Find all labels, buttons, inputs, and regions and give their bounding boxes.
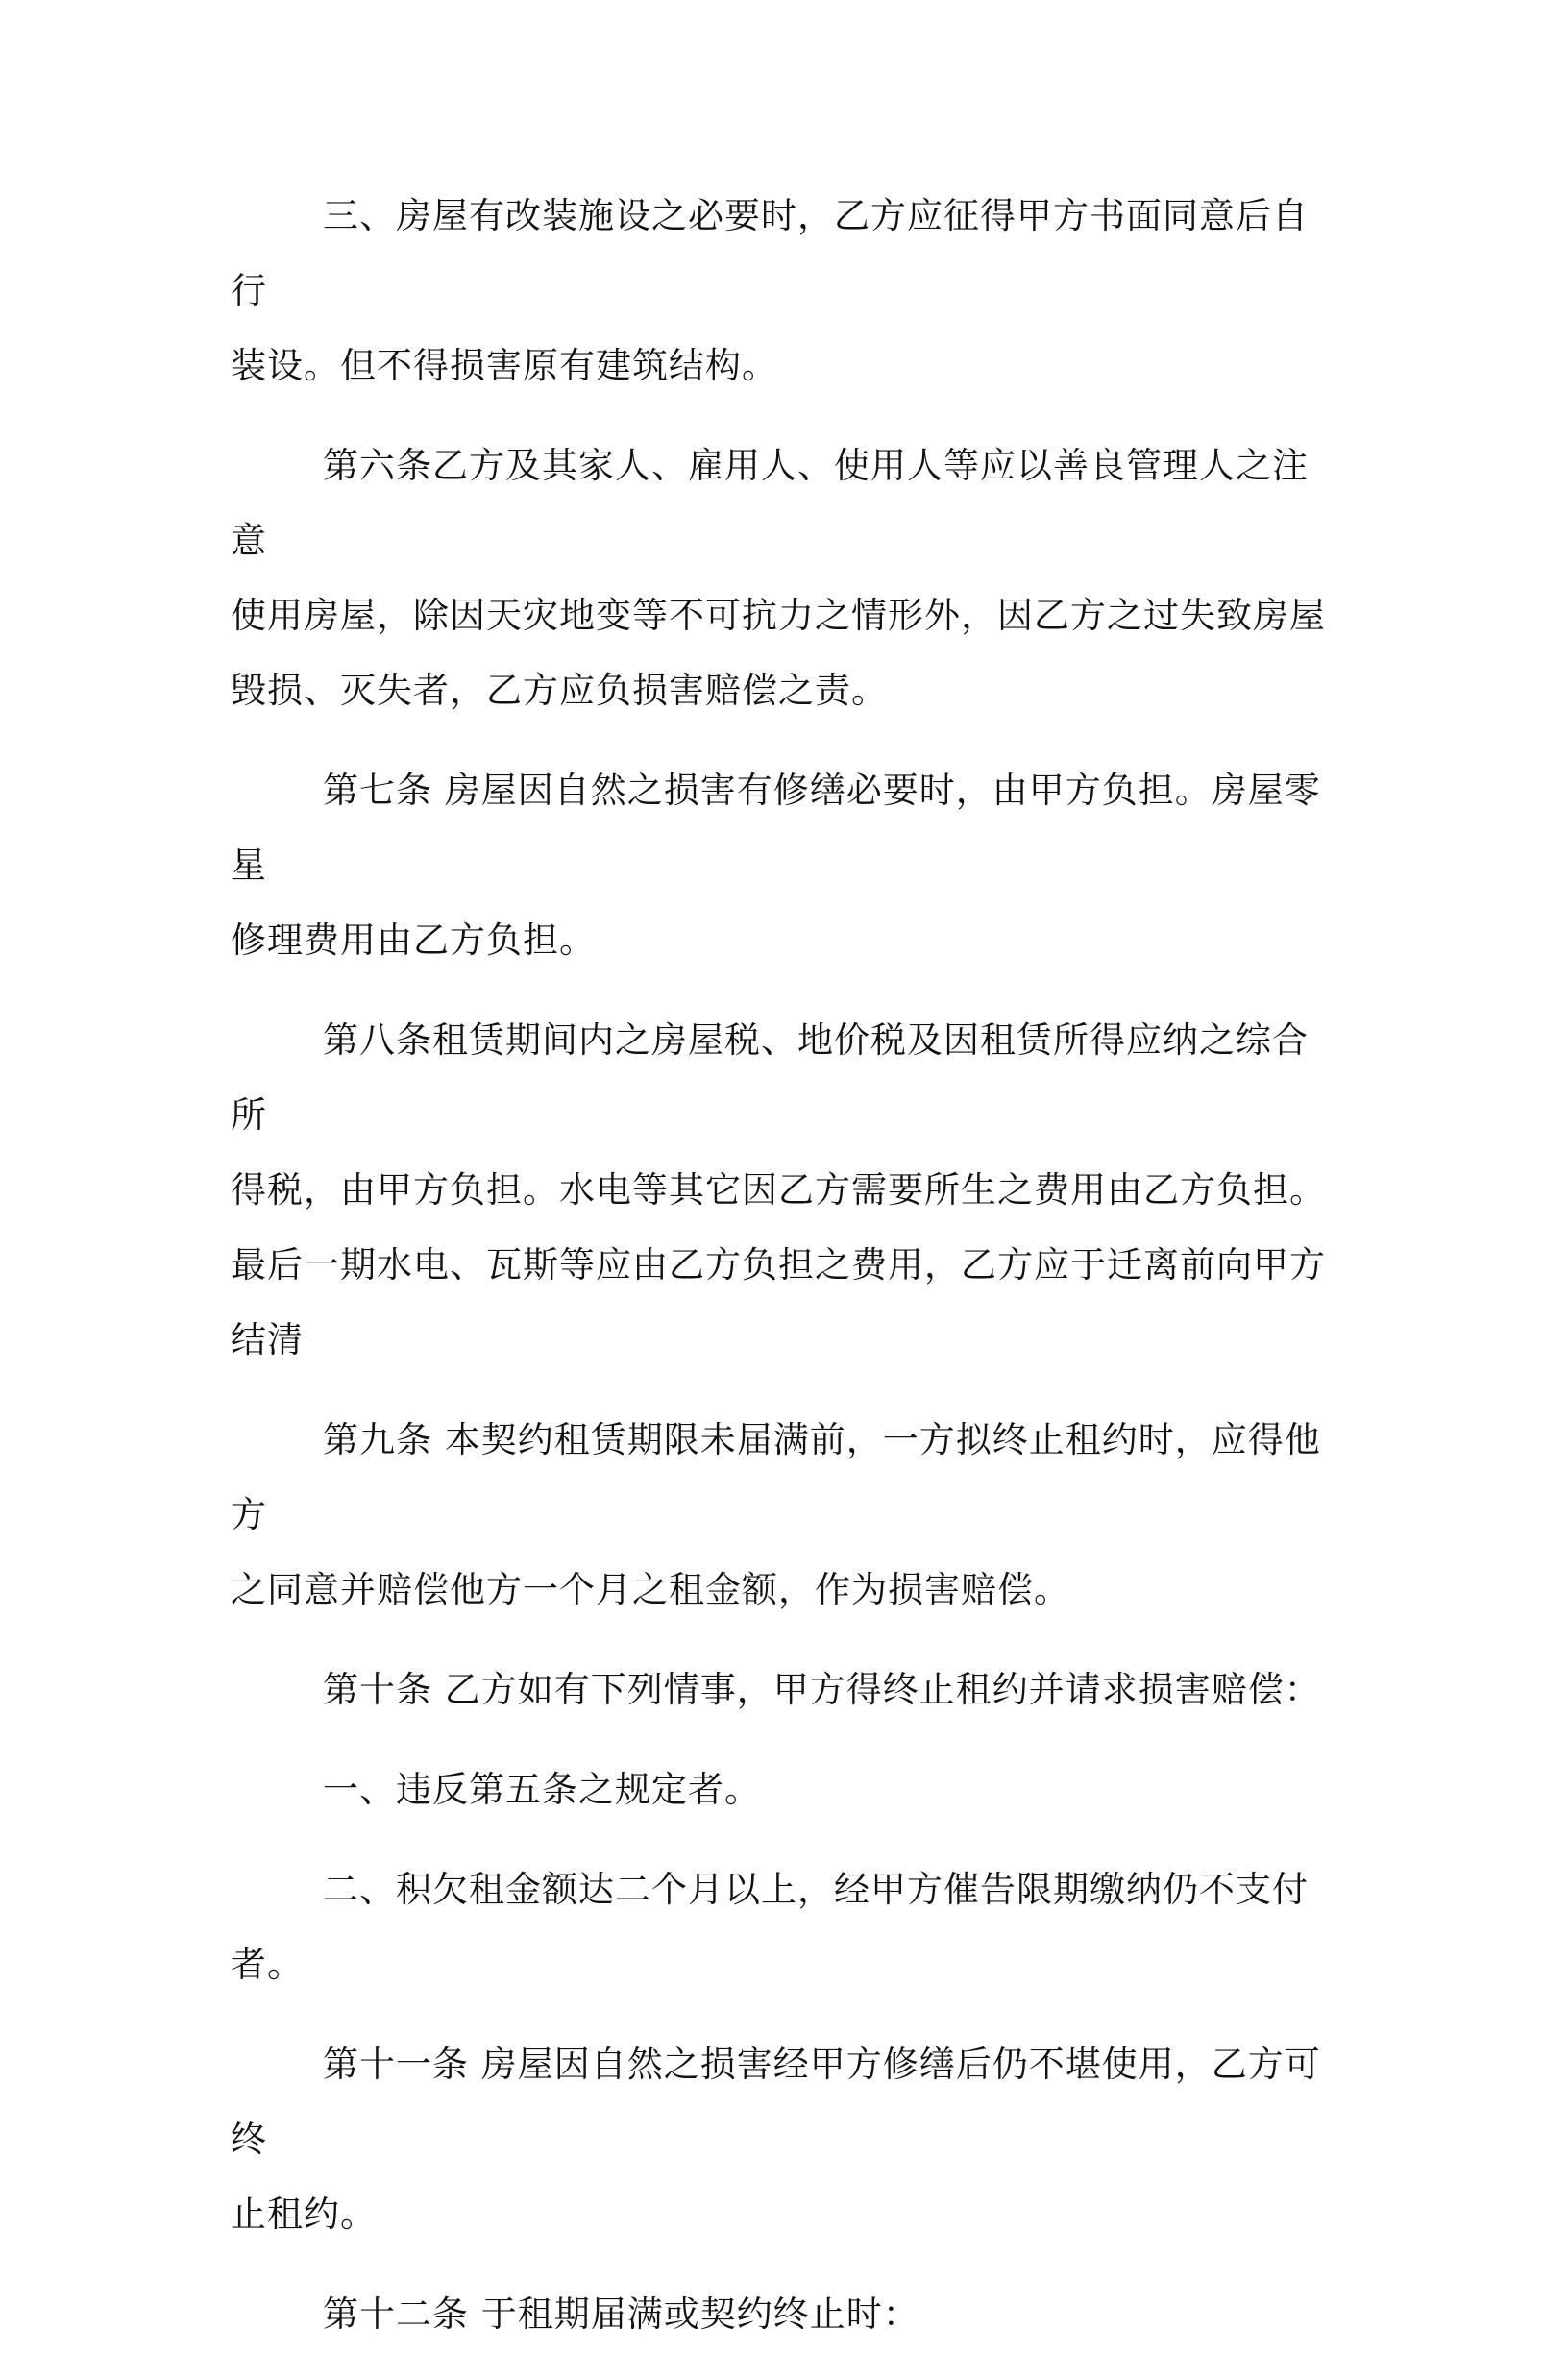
paragraph-article-10 <box>231 1653 1335 1728</box>
paragraph-article-11 <box>231 2027 1335 2252</box>
paragraph-clause-3 <box>231 179 1335 404</box>
text-line: 一、违反第五条之规定者。 <box>323 1769 761 1810</box>
text-line: 之同意并赔偿他方一个月之租金额，作为损害赔偿。 <box>231 1569 1070 1610</box>
text-line: 得税，由甲方负担。水电等其它因乙方需要所生之费用由乙方负担。 <box>231 1169 1326 1211</box>
paragraph-article-10-item-1 <box>231 1752 1335 1827</box>
text-line: 第七条 房屋因自然之损害有修缮必要时，由甲方负担。房屋零星 <box>231 770 1321 886</box>
paragraph-article-7 <box>231 753 1335 978</box>
text-line: 第八条租赁期间内之房屋税、地价税及因租赁所得应纳之综合所 <box>231 1019 1309 1136</box>
text-line: 第十条 乙方如有下列情事，甲方得终止租约并请求损害赔偿： <box>323 1669 1321 1710</box>
text-line: 使用房屋，除因天灾地变等不可抗力之情形外，因乙方之过失致房屋 <box>231 595 1326 636</box>
text-line: 第十一条 房屋因自然之损害经甲方修缮后仍不堪使用，乙方可终 <box>231 2044 1321 2160</box>
text-line: 第六条乙方及其家人、雇用人、使用人等应以善良管理人之注意 <box>231 445 1309 561</box>
text-line: 毁损、灭失者，乙方应负损害赔偿之责。 <box>231 670 888 711</box>
paragraph-article-10-item-2 <box>231 1852 1335 2002</box>
text-line: 第十二条 于租期届满或契约终止时： <box>323 2293 919 2335</box>
document-body <box>231 179 1335 2377</box>
text-line: 装设。但不得损害原有建筑结构。 <box>231 345 778 386</box>
text-line: 修理费用由乙方负担。 <box>231 919 596 961</box>
paragraph-article-6 <box>231 429 1335 728</box>
text-line: 第九条 本契约租赁期限未届满前，一方拟终止租约时，应得他方 <box>231 1419 1321 1535</box>
text-line: 止租约。 <box>231 2193 377 2235</box>
paragraph-article-9 <box>231 1403 1335 1628</box>
text-line: 三、房屋有改装施设之必要时，乙方应征得甲方书面同意后自行 <box>231 195 1309 311</box>
paragraph-article-8 <box>231 1003 1335 1378</box>
paragraph-article-12 <box>231 2277 1335 2352</box>
text-line: 二、积欠租金额达二个月以上，经甲方催告限期缴纳仍不支付者。 <box>231 1869 1309 1985</box>
text-line: 结清 <box>231 1319 304 1360</box>
text-line: 最后一期水电、瓦斯等应由乙方负担之费用，乙方应于迁离前向甲方 <box>231 1244 1326 1286</box>
